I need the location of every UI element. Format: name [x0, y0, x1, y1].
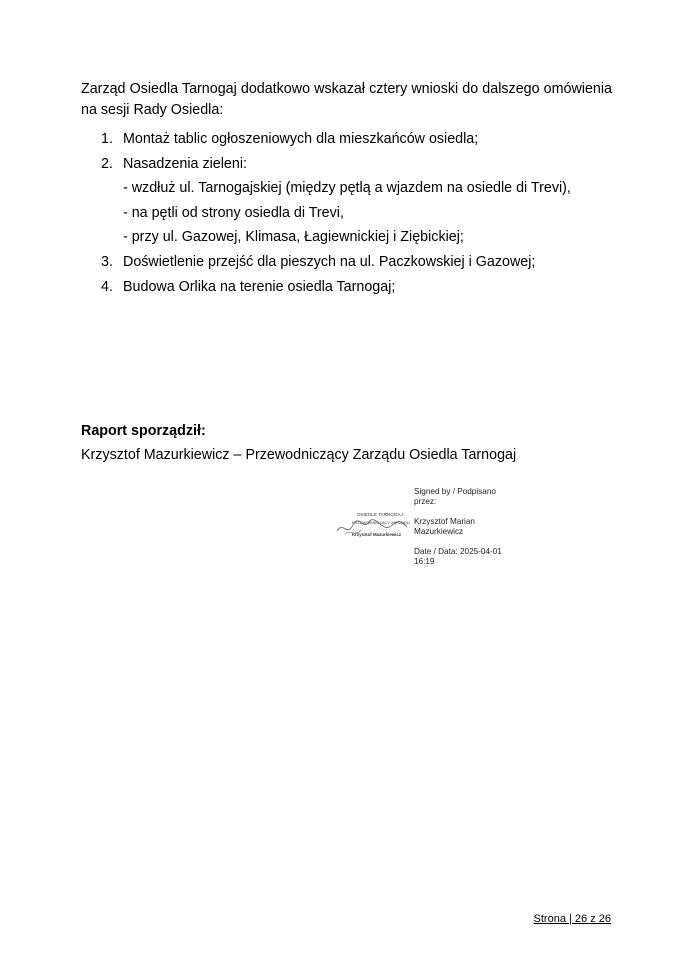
sub-item-1: - wzdłuż ul. Tarnogajskiej (między pętlą a wjazdem na osiedle di Trevi),: [123, 180, 571, 196]
sub-item-2: - na pętli od strony osiedla di Trevi,: [123, 205, 344, 221]
list-text: Montaż tablic ogłoszeniowych dla mieszkańców osiedla;: [123, 131, 479, 147]
list-text: Doświetlenie przejść dla pieszych na ul. Paczkowskiej i Gazowej;: [123, 254, 536, 270]
signature-stamp-image: [335, 507, 410, 543]
list-text: Budowa Orlika na terenie osiedla Tarnogaj;: [123, 279, 396, 295]
signed-by-label: Signed by / Podpisano przez:: [414, 487, 496, 506]
report-author: Krzysztof Mazurkiewicz – Przewodniczący Zarządu Osiedla Tarnogaj: [81, 447, 517, 463]
stamp-line-3: Krzysztof Mazurkiewicz: [352, 532, 402, 537]
page-number: Strona | 26 z 26: [533, 913, 611, 925]
digital-signature-info: [414, 487, 504, 567]
list-text: Nasadzenia zieleni:: [123, 156, 247, 172]
stamp-line-1: OSIEDLE TARNOGAJ: [357, 512, 403, 517]
list-number: 4.: [101, 279, 113, 295]
intro-paragraph: Zarząd Osiedla Tarnogaj dodatkowo wskazał cztery wnioski do dalszego omówienia na sesji Rady Osiedla:: [81, 81, 612, 118]
stamp-line-2: PRZEWODNICZĄCY ZARZĄDU: [352, 520, 410, 525]
report-heading: Raport sporządził:: [81, 423, 206, 439]
list-number: 3.: [101, 254, 113, 270]
list-number: 2.: [101, 156, 113, 172]
sub-item-3: - przy ul. Gazowej, Klimasa, Łagiewnickiej i Ziębickiej;: [123, 229, 464, 245]
list-number: 1.: [101, 131, 113, 147]
signature-date: Date / Data: 2025-04-01 16:19: [414, 547, 502, 566]
signer-name: Krzysztof Marian Mazurkiewicz: [414, 517, 475, 536]
